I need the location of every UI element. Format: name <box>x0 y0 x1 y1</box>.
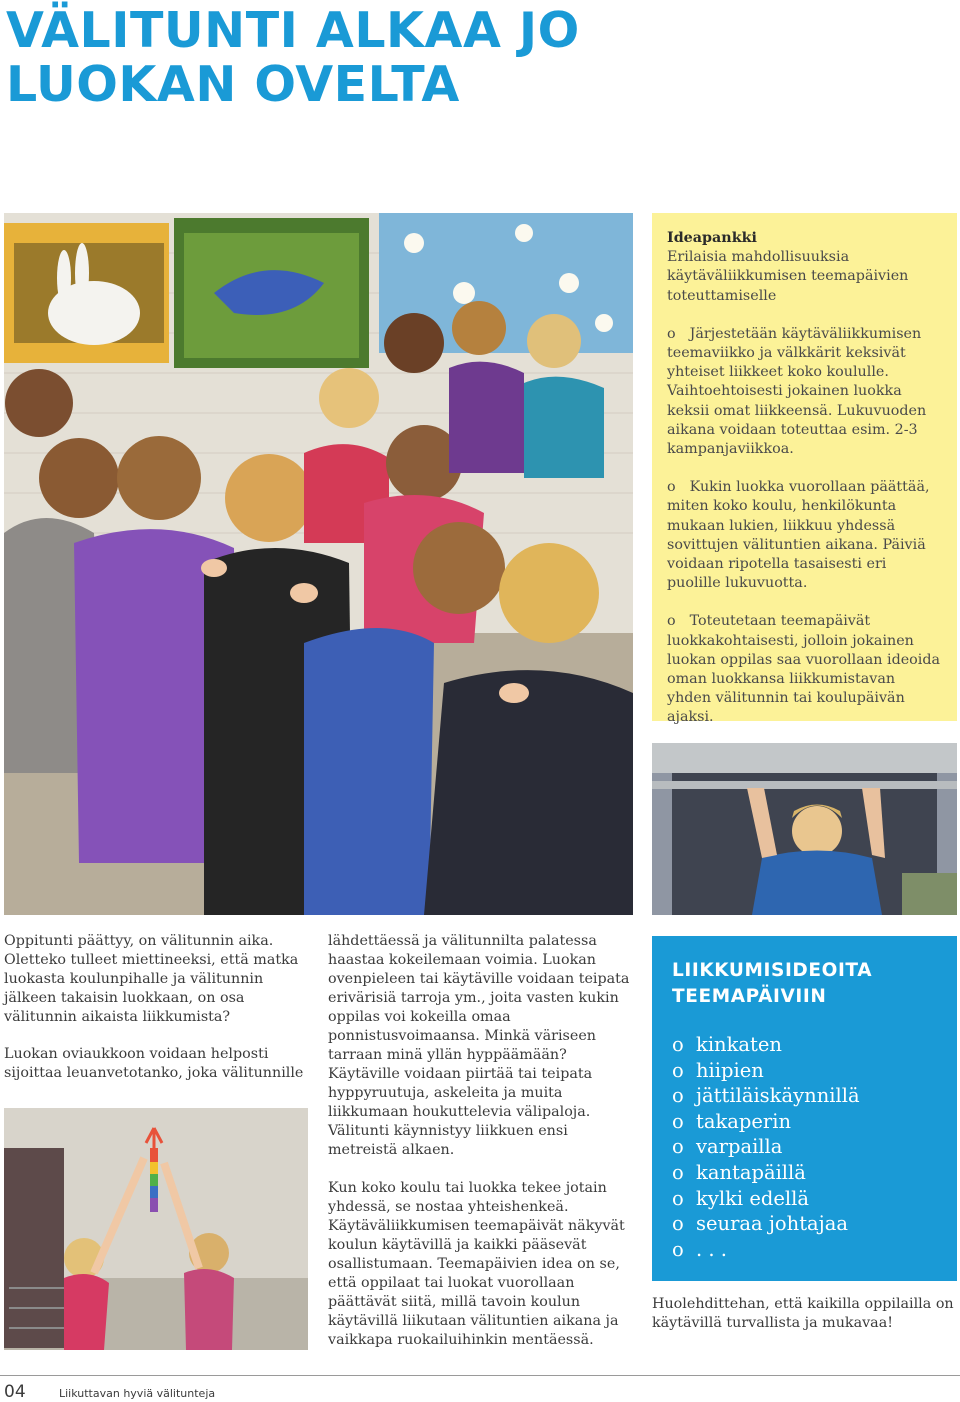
publication-name: Liikuttavan hyviä välitunteja <box>59 1387 216 1400</box>
list-item <box>672 1134 937 1160</box>
idea-bank-item-text: Kukin luokka vuorollaan päättää, miten koko koulu, henkilökunta mukaan lukien, liikkuu yhdessä sovittujen välituntien aikana. Päiviä voidaan ripotella tasaisesti eri puolille lukuvuotta. <box>667 479 930 592</box>
photo-boy-pull-up-bar <box>652 743 957 915</box>
list-item-text: kylki edellä <box>696 1186 809 1210</box>
bullet-icon: o <box>667 613 676 630</box>
list-item <box>672 1083 937 1109</box>
list-item <box>672 1058 937 1084</box>
idea-bank-item-text: Toteutetaan teemapäivät luokkakohtaisesti, jolloin jokainen luokan oppilas saa vuorollaan ideoida oman luokkansa liikkumistavan yhden välitunnin tai koulupäivän ajaksi. <box>667 613 941 726</box>
bullet-icon: o <box>672 1135 684 1159</box>
jumping-photo-illustration <box>4 1108 308 1350</box>
footer-divider <box>0 1375 960 1376</box>
page-number: 04 <box>4 1382 26 1402</box>
list-item-text: seuraa johtajaa <box>696 1212 848 1236</box>
idea-bank-item <box>667 325 943 459</box>
page-title <box>6 4 626 112</box>
list-item-text: . . . <box>696 1237 727 1261</box>
main-photo-illustration <box>4 213 633 915</box>
list-item <box>672 1211 937 1237</box>
bullet-icon: o <box>672 1212 684 1236</box>
list-item-text: kinkaten <box>696 1033 782 1056</box>
body-column-1 <box>4 932 310 1101</box>
paragraph: Luokan oviaukkoon voidaan helposti sijoittaa leuanvetotanko, joka välitunnille <box>4 1046 304 1081</box>
list-item <box>672 1109 937 1135</box>
bullet-icon: o <box>672 1109 684 1133</box>
paragraph: Oppitunti päättyy, on välitunnin aika. Oletteko tulleet miettineeksi, että matka luokasta koulunpihalle ja välitunnin jälkeen takaisin luokkaan, on osa välitunnin aikaista liikkumista? <box>4 933 299 1025</box>
bullet-icon: o <box>672 1033 684 1056</box>
movement-ideas-box <box>652 936 957 1281</box>
list-item-text: hiipien <box>696 1058 764 1082</box>
paragraph: lähdettäessä ja välitunnilta palatessa haastaa kokeilemaan voimia. Luokan ovenpieleen tai käytäville voidaan teipata erivärisiä tarroja ym., joita vasten kukin oppilas voi kokeilla omaa ponnistusvoimaansa. Minkä väriseen tarraan minä yllän hyppäämään? Käytäville voidaan piirtää tai teipata hyppyruutuja, askeleita ja muita liikkumaan houkuttelevia välipaloja. Välitunti käynnistyy liikkuen ensi metreistä alkaen. <box>328 933 630 1158</box>
main-photo-children-conga-line <box>4 213 633 915</box>
list-item <box>672 1186 937 1212</box>
pull-up-photo-illustration <box>652 743 957 915</box>
paragraph: Kun koko koulu tai luokka tekee jotain yhdessä, se nostaa yhteishenkeä. Käytäväliikkumisen teemapäivät näkyvät koulun käytävillä ja kaikki pääsevät osallistumaan. Teemapäivien idea on se, että oppilaat tai luokat vuorollaan päättävät siitä, millä tavoin koulun käytävillä liikutaan välituntien aikana ja vaikkapa ruokailuihinkin mentäessä. <box>328 1180 625 1348</box>
closing-note: Huolehdittehan, että kaikilla oppilailla on käytävillä turvallista ja mukavaa! <box>652 1296 954 1331</box>
movement-ideas-title <box>672 958 937 1010</box>
idea-bank-item <box>667 612 943 727</box>
body-column-2 <box>328 932 634 1369</box>
idea-bank-heading: Ideapankki <box>667 230 757 246</box>
bullet-icon: o <box>672 1160 684 1184</box>
list-item-text: jättiläiskäynnillä <box>696 1084 860 1108</box>
idea-bank-item-text: Järjestetään käytäväliikkumisen teemaviikko ja välkkärit keksivät yhteiset liikkeet koko koululle. Vaihtoehtoisesti jokainen luokka keksii omat liikkeensä. Lukuvuoden aikana voidaan toteuttaa esim. 2-3 kampanjaviikkoa. <box>667 325 927 458</box>
bullet-icon: o <box>667 479 676 496</box>
bullet-icon: o <box>672 1084 684 1108</box>
page-title-line-2: LUOKAN OVELTA <box>6 56 460 113</box>
idea-bank-box <box>652 213 957 726</box>
list-item <box>672 1160 937 1186</box>
movement-ideas-list <box>672 1032 937 1262</box>
movement-ideas-title-line-2: TEEMAPÄIVIIN <box>672 986 827 1007</box>
list-item <box>672 1032 937 1058</box>
page-title-line-1: VÄLITUNTI ALKAA JO <box>6 2 580 59</box>
idea-bank-intro: Erilaisia mahdollisuuksia käytäväliikkumisen teemapäivien toteuttamiselle <box>667 249 909 304</box>
movement-ideas-title-line-1: LIIKKUMISIDEOITA <box>672 960 873 981</box>
list-item-text: varpailla <box>696 1135 783 1159</box>
bullet-icon: o <box>672 1186 684 1210</box>
list-item-text: takaperin <box>696 1109 792 1133</box>
bullet-icon: o <box>672 1237 684 1261</box>
photo-girls-jumping <box>4 1108 308 1350</box>
bullet-icon: o <box>672 1058 684 1082</box>
bullet-icon: o <box>667 325 676 342</box>
list-item <box>672 1237 937 1263</box>
list-item-text: kantapäillä <box>696 1160 806 1184</box>
idea-bank-item <box>667 478 943 593</box>
